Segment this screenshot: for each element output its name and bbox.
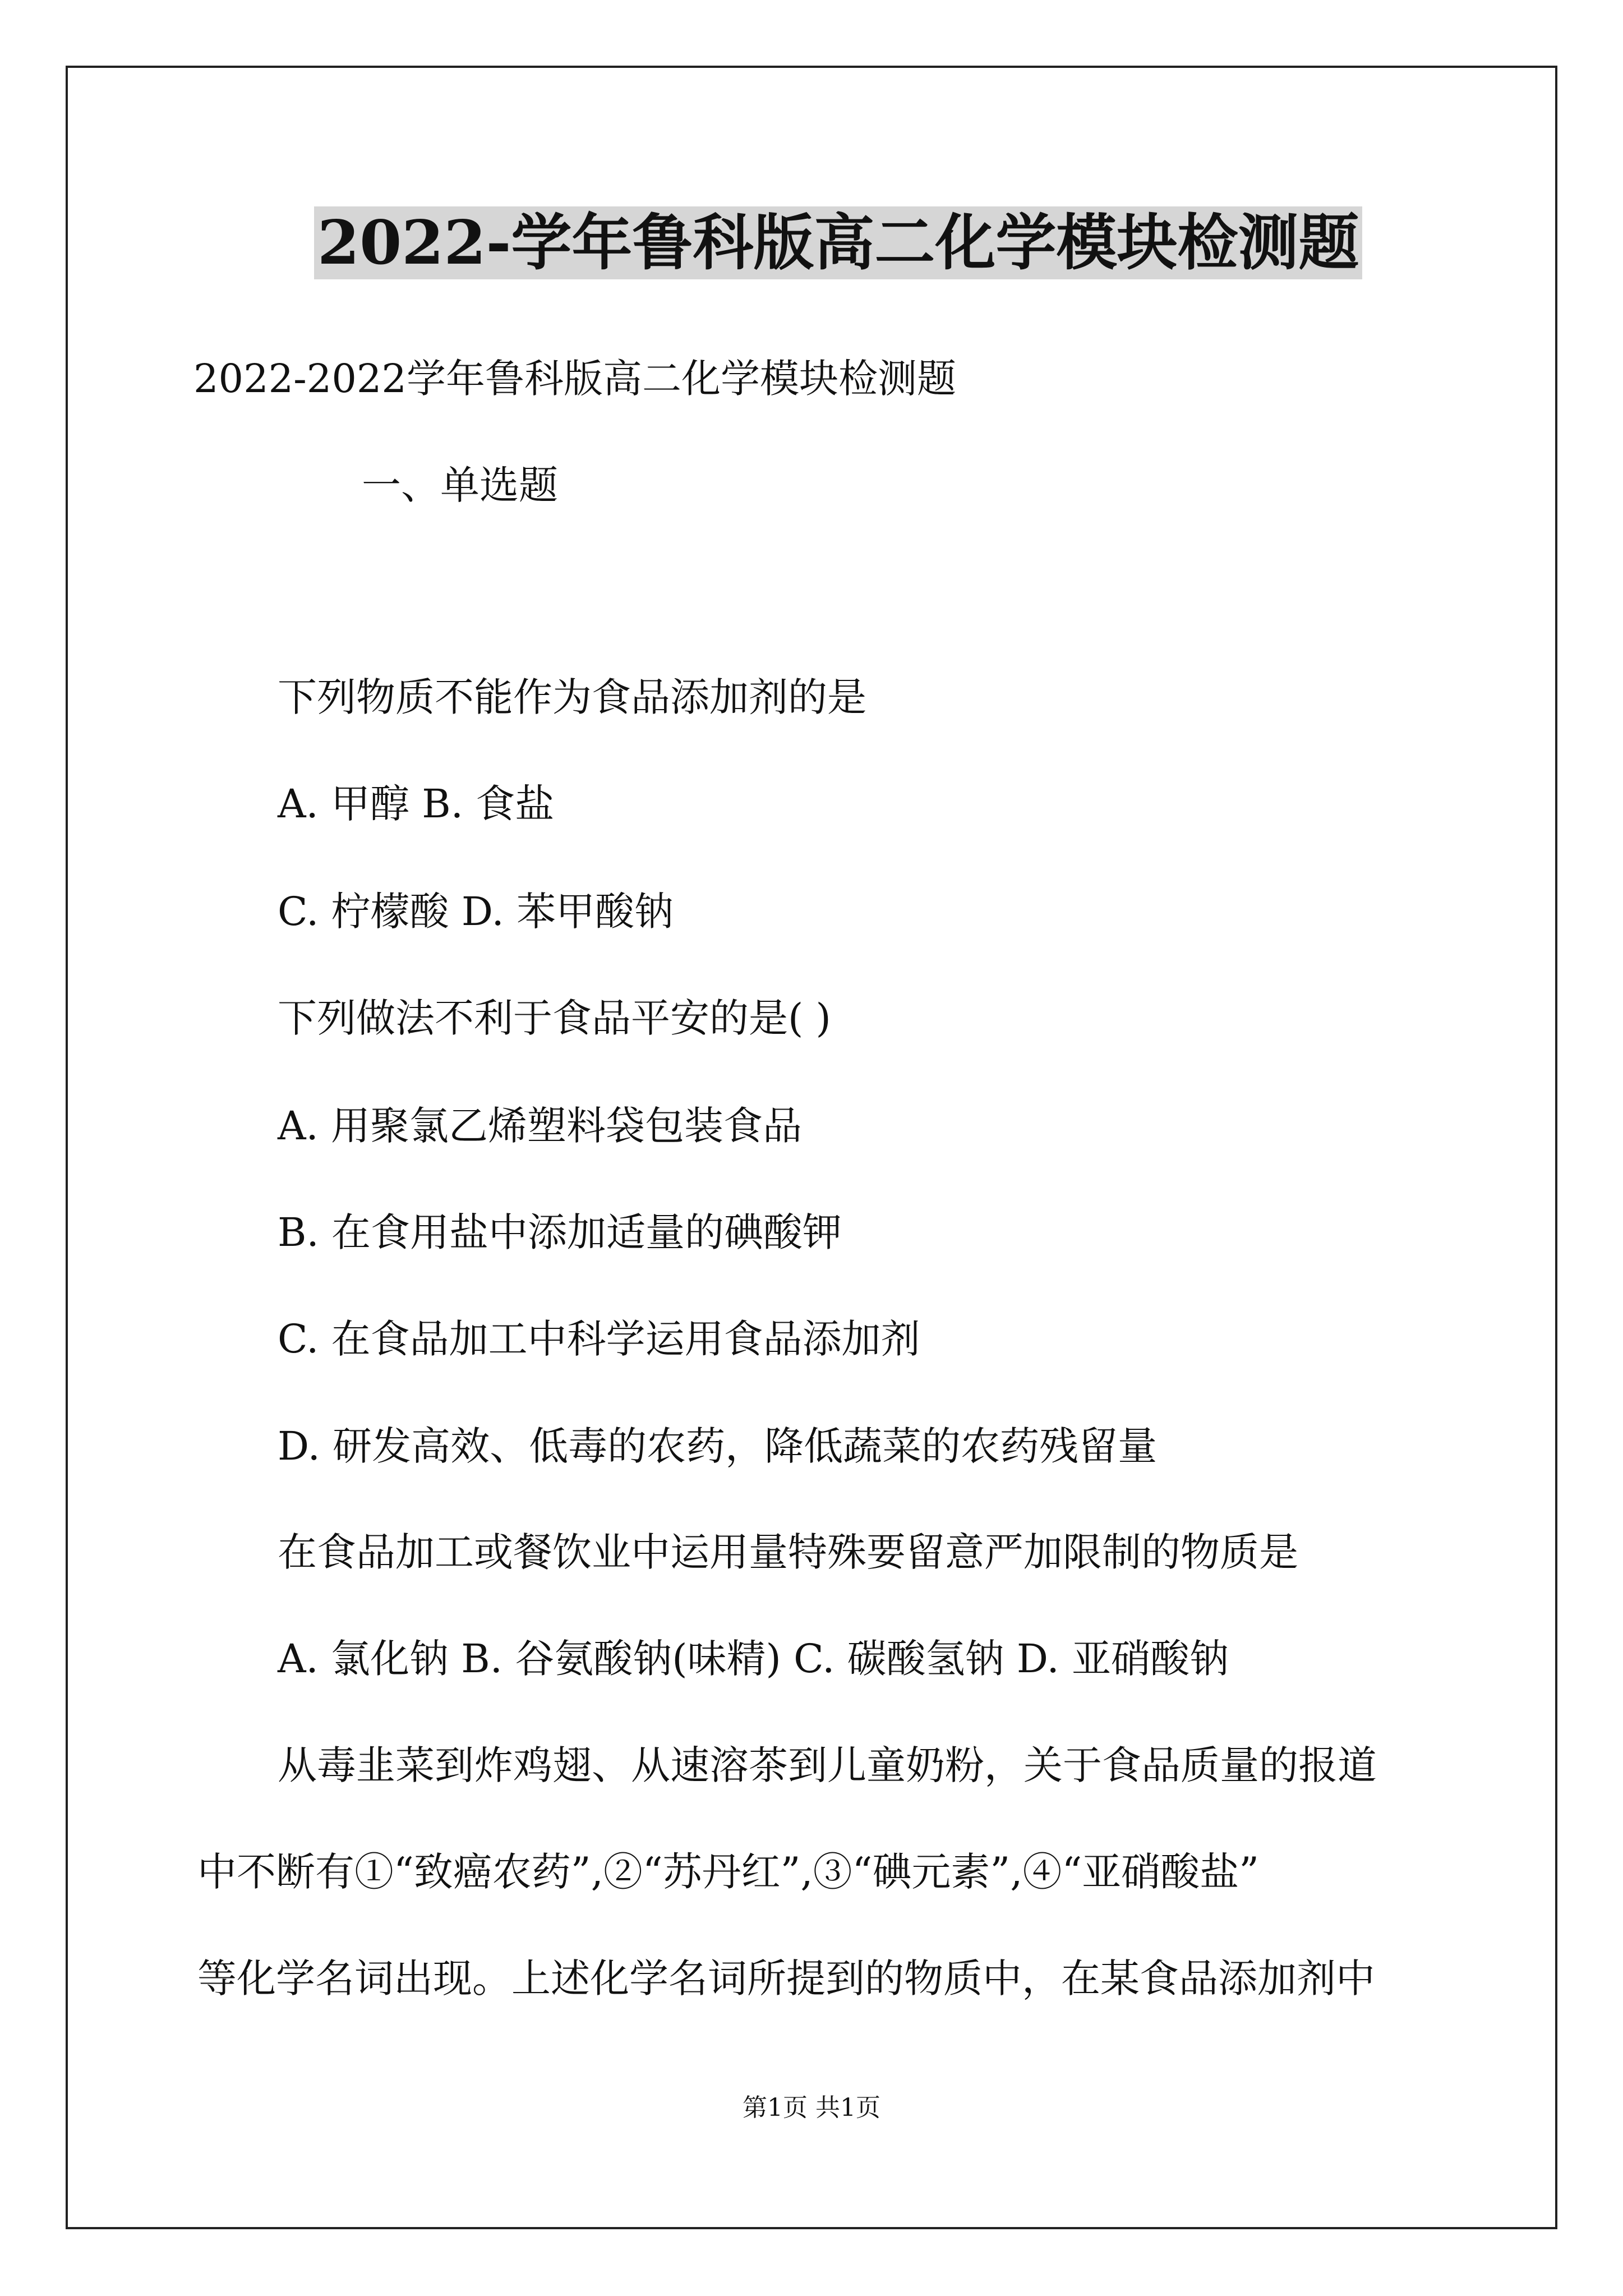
question-3-options: A. 氯化钠 B. 谷氨酸钠(味精) C. 碳酸氢钠 D. 亚硝酸钠 <box>278 1636 1229 1682</box>
document-title: 2022-学年鲁科版高二化学模块检测题 <box>314 206 1362 279</box>
question-3-stem: 在食品加工或餐饮业中运用量特殊要留意严加限制的物质是 <box>278 1529 1298 1575</box>
page-footer: 第1页 共1页 <box>743 2093 880 2122</box>
question-2-option-d: D. 研发高效、低毒的农药，降低蔬菜的农药残留量 <box>278 1423 1158 1469</box>
document-subtitle: 2022-2022学年鲁科版高二化学模块检测题 <box>193 356 956 402</box>
question-1-stem: 下列物质不能作为食品添加剂的是 <box>278 674 866 720</box>
question-1-options-cd: C. 柠檬酸 D. 苯甲酸钠 <box>278 889 674 935</box>
question-2-stem: 下列做法不利于食品平安的是( ) <box>278 995 831 1041</box>
question-4-stem-line-1: 从毒韭菜到炸鸡翅、从速溶茶到儿童奶粉，关于食品质量的报道 <box>278 1742 1377 1788</box>
section-heading: 一、单选题 <box>362 462 558 508</box>
question-2-option-b: B. 在食用盐中添加适量的碘酸钾 <box>278 1209 842 1255</box>
question-4-stem-line-2: 中不断有①“致癌农药”,②“苏丹红”,③“碘元素”,④“亚硝酸盐” <box>197 1849 1260 1895</box>
question-2-option-a: A. 用聚氯乙烯塑料袋包装食品 <box>278 1103 803 1149</box>
question-4-stem-line-3: 等化学名词出现。上述化学名词所提到的物质中，在某食品添加剂中 <box>197 1955 1375 2001</box>
question-2-option-c: C. 在食品加工中科学运用食品添加剂 <box>278 1316 920 1362</box>
question-1-options-ab: A. 甲醇 B. 食盐 <box>278 781 555 827</box>
